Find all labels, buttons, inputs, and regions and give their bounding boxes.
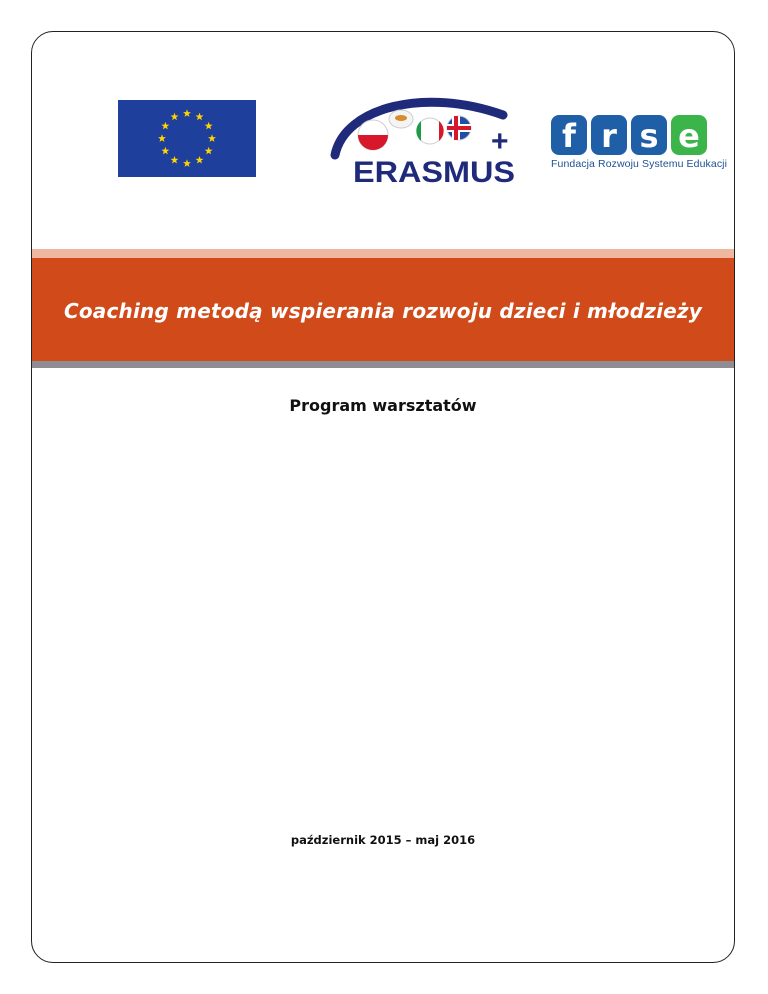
frse-logo [551, 115, 728, 175]
frse-caption: Fundacja Rozwoju Systemu Edukacji [551, 158, 728, 170]
erasmus-logo [315, 87, 525, 187]
document-subtitle: Program warsztatów [289, 396, 477, 415]
document-date: październik 2015 – maj 2016 [290, 833, 476, 847]
page-frame [31, 31, 735, 963]
title-band [32, 258, 734, 361]
erasmus-plus-sign: + [491, 125, 509, 158]
title-band-top-stripe [32, 249, 734, 258]
svg-text:e: e [678, 117, 700, 155]
eu-flag-icon [118, 100, 256, 177]
frse-letters-icon [551, 115, 711, 157]
erasmus-wordmark: ERASMUS [353, 156, 515, 187]
document-title: Coaching metodą wspierania rozwoju dzieci i młodzieży [63, 298, 702, 323]
svg-text:s: s [639, 117, 659, 155]
cyprus-flag-icon [389, 110, 413, 128]
svg-text:f: f [562, 117, 576, 155]
poland-flag-icon [358, 120, 388, 150]
title-band-bottom-stripe [32, 361, 734, 368]
iceland-flag-icon [447, 116, 471, 140]
italy-flag-icon [416, 118, 443, 144]
svg-text:r: r [601, 117, 617, 155]
